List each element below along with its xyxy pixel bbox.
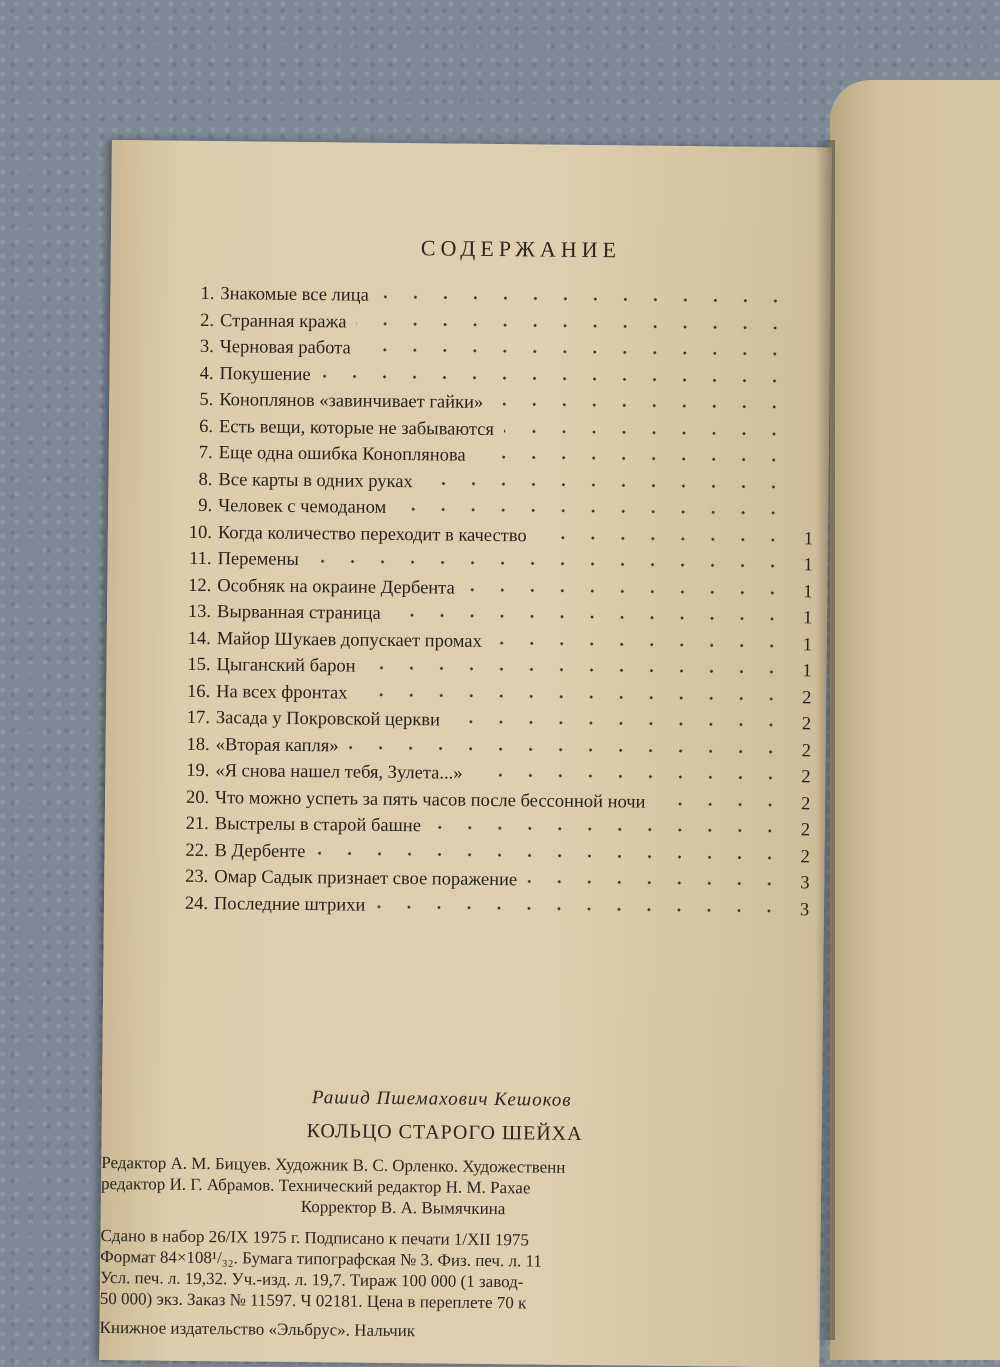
toc-item-page: 1 (803, 579, 817, 606)
toc-item-number: 18. (176, 731, 210, 758)
imprint-line: редактор И. Г. Абрамов. Технический редактор Н. М. Рахае (101, 1173, 821, 1202)
toc-item-page: 1 (803, 632, 817, 659)
toc-leader-dots (375, 904, 784, 912)
toc-item-title: Цыганский барон (216, 655, 355, 676)
toc-item-page: 1 (804, 526, 818, 553)
toc-item-number: 12. (177, 572, 211, 599)
imprint-line: Формат 84×108¹/₃₂. Бумага типографская № 3. Физ. печ. л. 11 (100, 1246, 820, 1275)
imprint-line: Редактор А. М. Бицуев. Художник В. С. Орленко. Художественн (101, 1152, 821, 1181)
toc-item-page: 2 (801, 764, 815, 791)
imprint-line: Сдано в набор 26/IX 1975 г. Подписано к печати 1/XII 1975 (100, 1225, 820, 1254)
toc-item-number: 1. (180, 281, 214, 308)
toc-item-number: 8. (178, 466, 212, 493)
toc-leader-dots (316, 851, 785, 860)
toc-item-title: Что можно успеть за пять часов после бессонной ночи (215, 788, 646, 813)
toc-item-title: Вырванная страница (217, 602, 381, 624)
toc-item-page: 2 (802, 738, 816, 765)
toc-item-number: 10. (178, 519, 212, 546)
toc-leader-dots (537, 535, 788, 542)
toc-item-number: 6. (179, 413, 213, 440)
toc-item-number: 5. (179, 387, 213, 414)
book-page (99, 140, 832, 1367)
toc-item-title: На всех фронтах (216, 682, 347, 703)
book-title: КОЛЬЦО СТАРОГО ШЕЙХА (307, 1120, 583, 1146)
toc-item-title: Майор Шукаев допускает промах (217, 629, 482, 652)
toc-item-title: Последние штрихи (214, 894, 366, 916)
facing-page (830, 80, 1000, 1360)
toc-leader-dots (378, 295, 790, 303)
toc-item-title: Выстрелы в старой башне (215, 814, 421, 836)
toc-leader-dots (492, 641, 787, 648)
toc-leader-dots (349, 745, 786, 754)
toc-leader-dots (422, 481, 788, 489)
toc-leader-dots (431, 825, 785, 833)
toc-item-title: Знакомые все лица (220, 284, 369, 306)
toc-item-number: 4. (179, 360, 213, 387)
toc-leader-dots (655, 801, 785, 806)
toc-item-page: 2 (802, 685, 816, 712)
toc-title: СОДЕРЖАНИЕ (421, 235, 621, 263)
toc-item-title: Еще одна ошибка Коноплянова (219, 443, 466, 466)
toc-leader-dots (464, 587, 787, 594)
toc-item-number: 13. (177, 599, 211, 626)
toc-item-title: Перемены (218, 549, 299, 570)
spine-shadow (815, 140, 835, 1340)
toc-item-page: 3 (800, 897, 814, 924)
toc-leader-dots (396, 507, 788, 515)
toc-item-page: 2 (800, 844, 814, 871)
toc-leader-dots (365, 666, 786, 674)
imprint-line: Книжное издательство «Эльбрус». Нальчик (99, 1317, 819, 1346)
toc-leader-dots (356, 321, 790, 330)
toc-item-number: 14. (177, 625, 211, 652)
toc-leader-dots (527, 879, 784, 886)
toc-list (174, 281, 821, 924)
toc-item-title: Есть вещи, которые не забываются (219, 417, 494, 440)
toc-item-number: 9. (178, 493, 212, 520)
toc-item-title: Особняк на окраине Дербента (217, 576, 455, 598)
imprint-line: Усл. печ. л. 19,32. Уч.-изд. л. 19,7. Тираж 100 000 (1 завод- (100, 1267, 820, 1296)
toc-leader-dots (450, 720, 786, 728)
imprint-line: Корректор В. А. Вымячкина (101, 1194, 821, 1223)
toc-item-title: Засада у Покровской церкви (216, 708, 440, 730)
toc-item-title: Когда количество переходит в качество (218, 523, 527, 546)
toc-item-page: 2 (801, 791, 815, 818)
author-name: Рашид Пшемахович Кешоков (312, 1087, 572, 1112)
toc-leader-dots (321, 374, 790, 383)
toc-item-number: 11. (177, 546, 211, 573)
toc-leader-dots (391, 613, 787, 621)
toc-item-number: 20. (175, 784, 209, 811)
toc-item-number: 2. (180, 307, 214, 334)
toc-item-number: 19. (175, 758, 209, 785)
toc-item-page: 1 (802, 658, 816, 685)
toc-item (174, 890, 814, 923)
toc-leader-dots (309, 559, 788, 568)
toc-item-number: 16. (176, 678, 210, 705)
toc-item-title: Покушение (219, 364, 310, 385)
toc-leader-dots (361, 348, 790, 356)
toc-item-number: 15. (176, 652, 210, 679)
imprint-line: 50 000) экз. Заказ № 11597. Ч 02181. Цена в переплете 70 к (100, 1288, 820, 1317)
toc-item-page: 2 (802, 711, 816, 738)
toc-item-number: 24. (174, 890, 208, 917)
toc-leader-dots (476, 455, 789, 462)
toc-item-title: Коноплянов «завинчивает гайки» (219, 390, 483, 413)
toc-item-number: 21. (175, 811, 209, 838)
toc-item-title: Черновая работа (220, 337, 351, 358)
toc-item-title: Все карты в одних руках (218, 470, 412, 492)
toc-item-page: 2 (801, 817, 815, 844)
imprint (99, 1152, 821, 1346)
toc-item-title: В Дербенте (214, 841, 305, 862)
toc-leader-dots (472, 773, 785, 780)
toc-item-title: «Я снова нашел тебя, Зулета...» (215, 761, 462, 784)
toc-item-title: «Вторая капля» (216, 735, 339, 756)
toc-item-number: 23. (174, 864, 208, 891)
toc-item-number: 22. (174, 837, 208, 864)
toc-item-title: Человек с чемоданом (218, 496, 386, 518)
toc-leader-dots (504, 429, 789, 436)
toc-item-page: 1 (803, 552, 817, 579)
toc-item-title: Омар Садык признает свое поражение (214, 867, 517, 890)
toc-item-number: 17. (176, 705, 210, 732)
toc-leader-dots (357, 692, 786, 700)
toc-item-title: Странная кража (220, 311, 347, 332)
toc-item-page: 1 (803, 605, 817, 632)
toc-item-page: 3 (800, 870, 814, 897)
toc-item-number: 3. (180, 334, 214, 361)
toc-leader-dots (493, 402, 789, 409)
toc-item-number: 7. (179, 440, 213, 467)
